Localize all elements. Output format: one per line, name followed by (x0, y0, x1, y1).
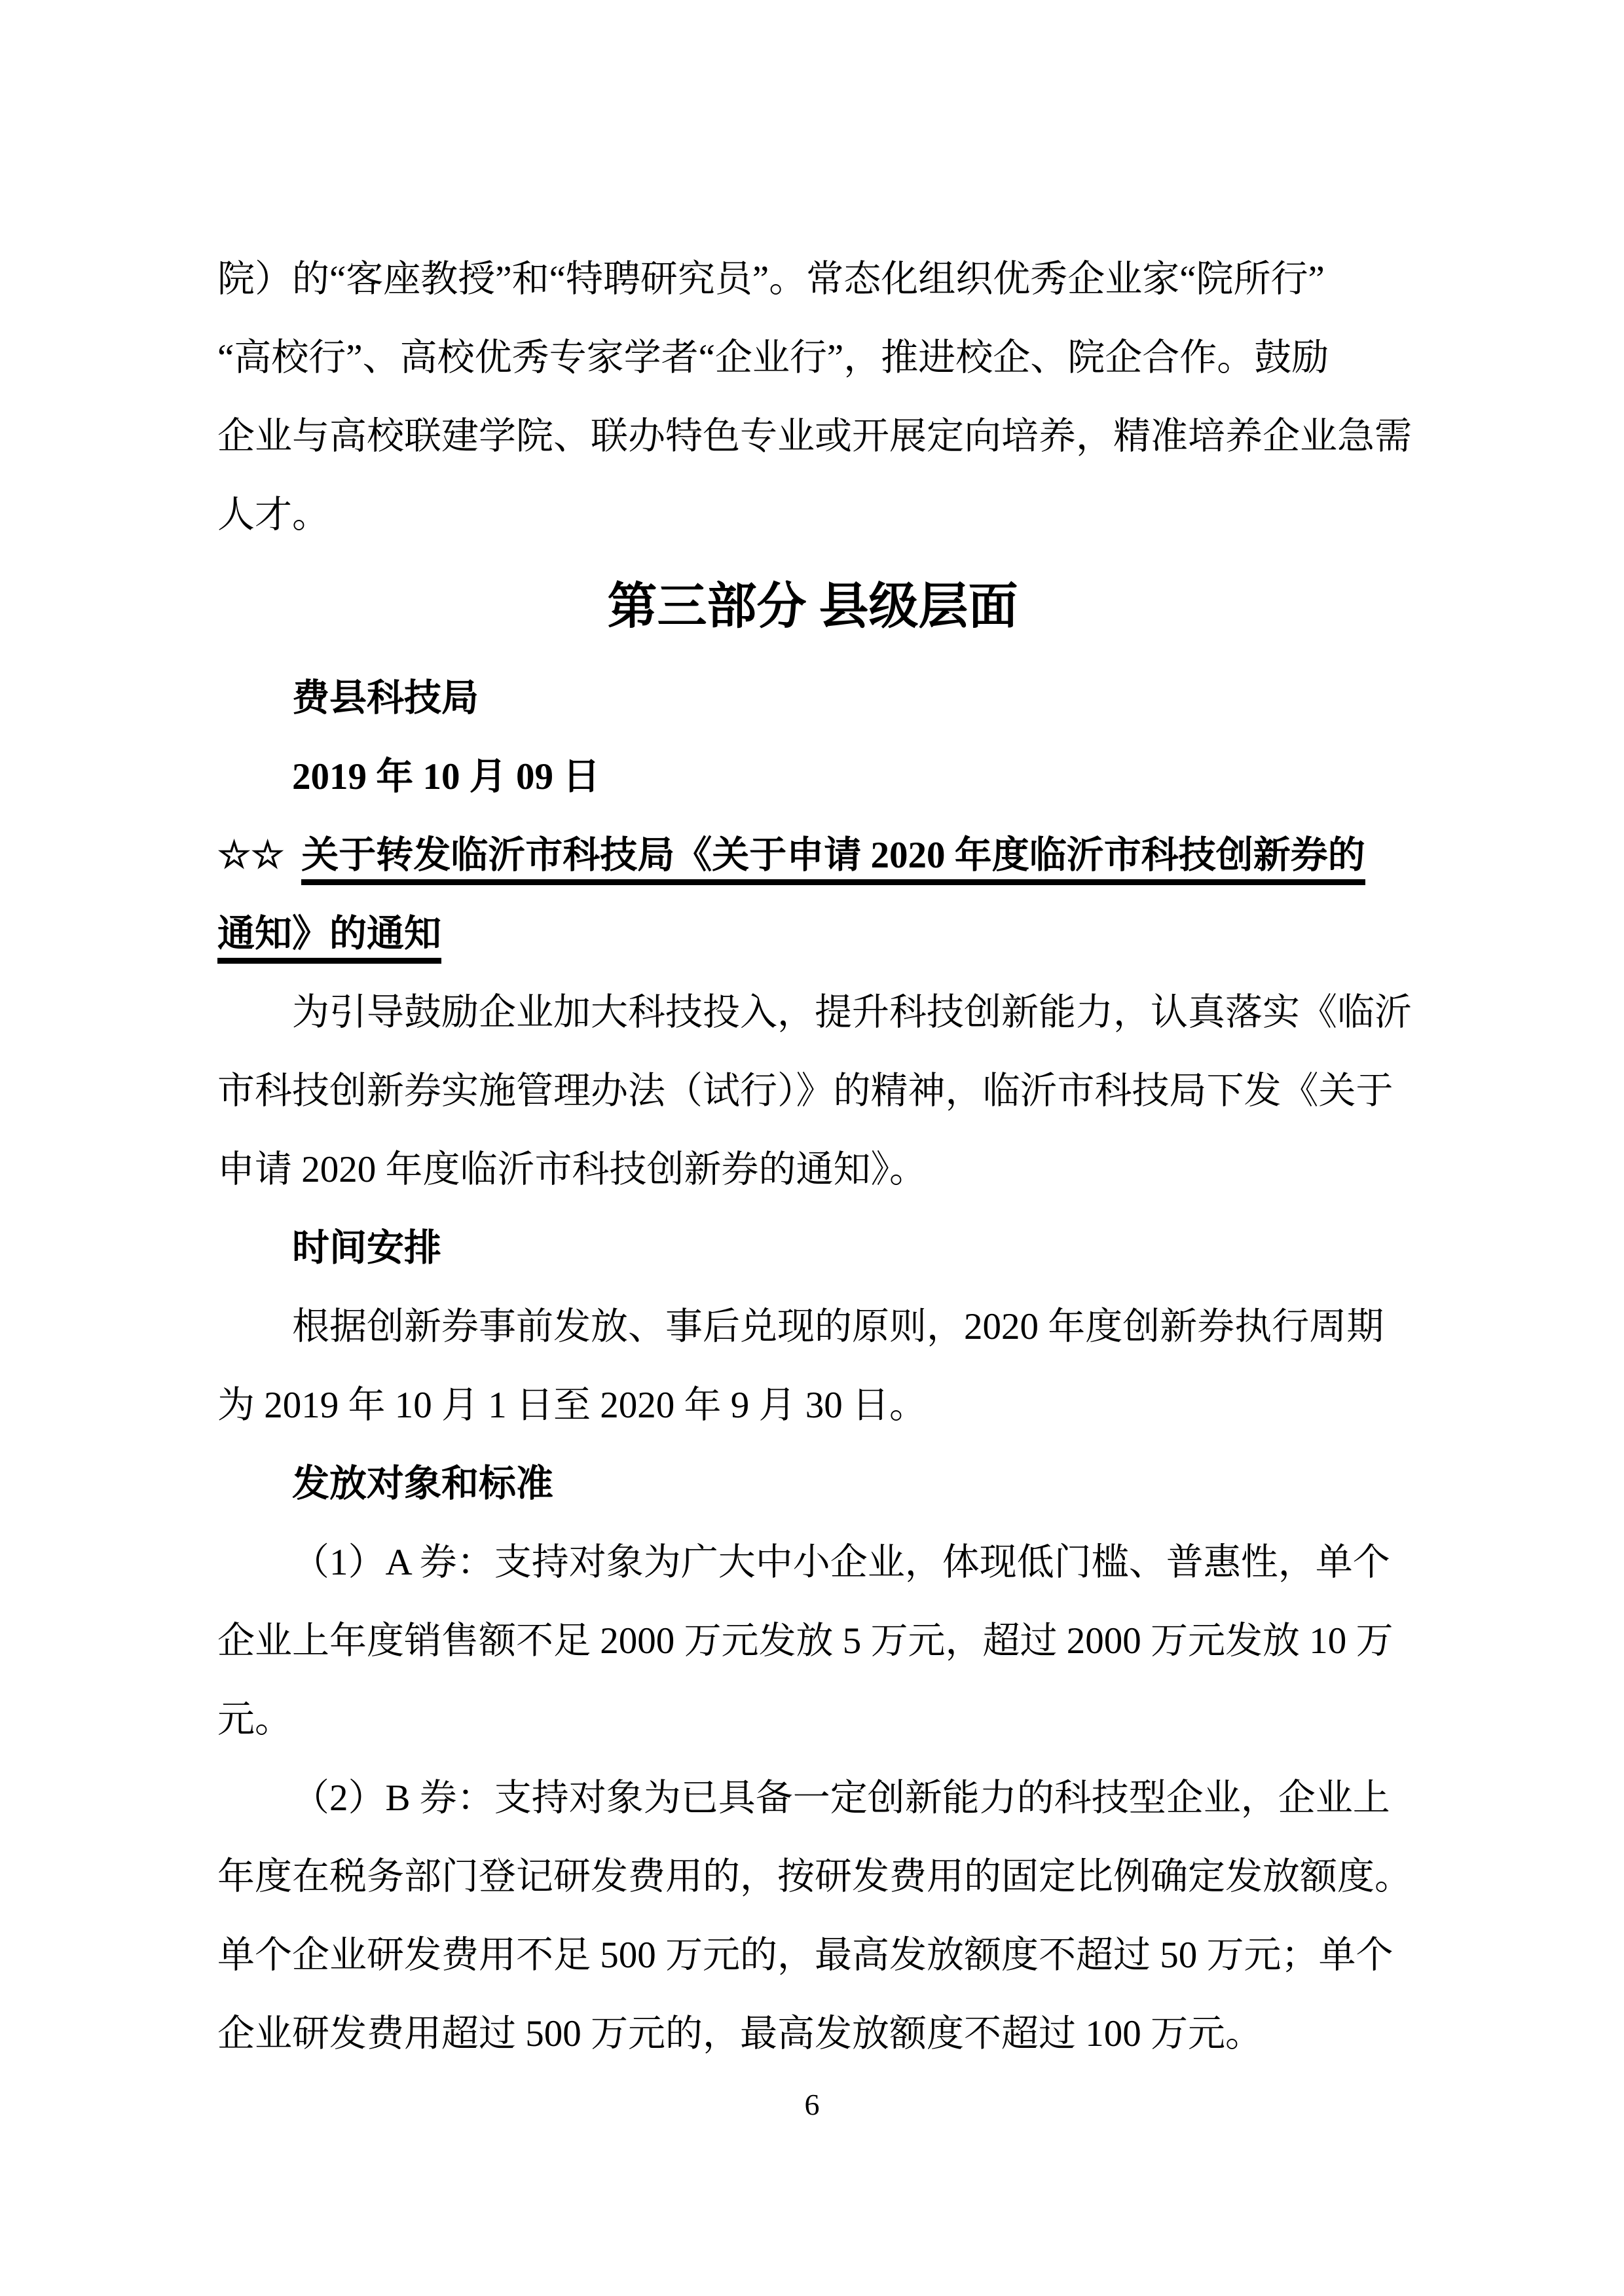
schedule-paragraph (217, 1288, 1408, 1445)
paragraph-line: （2）B 券：支持对象为已具备一定创新能力的科技型企业，企业上 (292, 1777, 1390, 1819)
issuance-item-b (217, 1759, 1412, 2073)
paragraph-line: 单个企业研发费用不足 500 万元的，最高发放额度不超过 50 万元；单个 (217, 1935, 1393, 1976)
star-marker: ☆☆ (217, 835, 285, 876)
intro-paragraph (217, 974, 1412, 1209)
notice-title-line1: 关于转发临沂市科技局《关于申请 2020 年度临沂市科技创新券的 (301, 835, 1365, 885)
document-content (217, 240, 1412, 2073)
issuance-heading: 发放对象和标准 (292, 1463, 553, 1504)
paragraph-line: 根据创新券事前发放、事后兑现的原则，2020 年度创新券执行周期 (292, 1306, 1384, 1347)
publish-date: 2019 年 10 月 09 日 (292, 756, 600, 797)
notice-title-line2: 通知》的通知 (217, 913, 441, 964)
paragraph-line: “高校行”、高校优秀专家学者“企业行”，推进校企、院企合作。鼓励 (217, 337, 1329, 378)
notice-heading-line (217, 816, 1408, 895)
paragraph-line: 为 2019 年 10 月 1 日至 2020 年 9 月 30 日。 (217, 1385, 927, 1426)
schedule-heading: 时间安排 (292, 1228, 441, 1269)
paragraph-line: 人才。 (217, 494, 329, 536)
agency-name: 费县科技局 (292, 678, 479, 719)
paragraph-line: 申请 2020 年度临沂市科技创新券的通知》。 (217, 1149, 927, 1190)
paragraph-line: 企业研发费用超过 500 万元的，最高发放额度不超过 100 万元。 (217, 2013, 1263, 2054)
paragraph-line: 元。 (217, 1699, 292, 1740)
paragraph-line: 企业上年度销售额不足 2000 万元发放 5 万元，超过 2000 万元发放 10 万 (217, 1620, 1393, 1662)
paragraph-line: （1）A 券：支持对象为广大中小企业，体现低门槛、普惠性，单个 (292, 1542, 1390, 1583)
paragraph-line: 院）的“客座教授”和“特聘研究员”。常态化组织优秀企业家“院所行” (217, 259, 1325, 300)
page-number: 6 (804, 2088, 820, 2121)
paragraph-line: 市科技创新券实施管理办法（试行）》的精神，临沂市科技局下发《关于 (217, 1070, 1393, 1112)
paragraph-line: 为引导鼓励企业加大科技投入，提升科技创新能力，认真落实《临沂 (292, 992, 1412, 1033)
notice-heading (217, 816, 1408, 974)
paragraph-line: 企业与高校联建学院、联办特色专业或开展定向培养，精准培养企业急需 (217, 416, 1412, 457)
paragraph-line: 年度在税务部门登记研发费用的，按研发费用的固定比例确定发放额度。 (217, 1856, 1412, 1897)
issuance-item-a (217, 1523, 1408, 1759)
continuation-paragraph (217, 240, 1412, 555)
notice-heading-line (217, 895, 1408, 974)
part-title: 第三部分 县级层面 (607, 579, 1018, 634)
